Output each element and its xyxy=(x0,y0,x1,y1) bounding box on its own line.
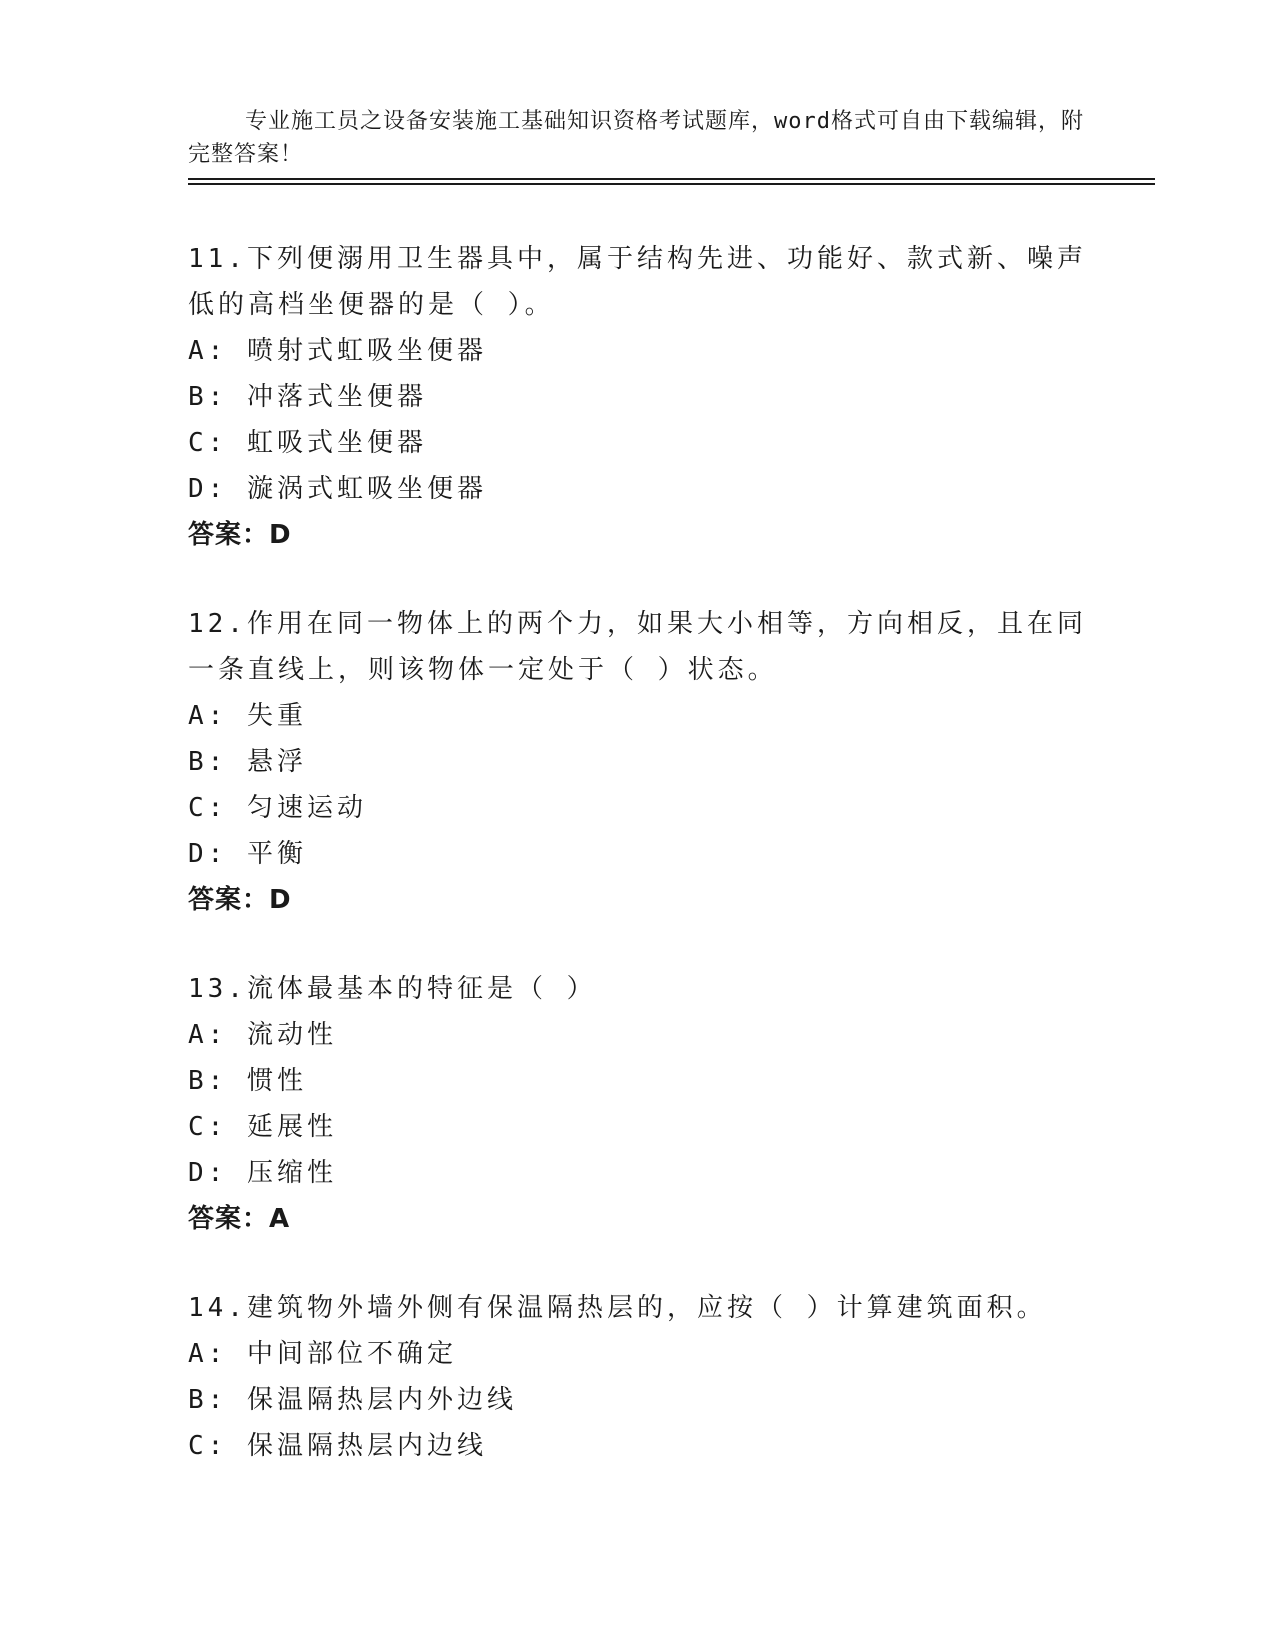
question-12 xyxy=(188,601,1088,923)
option-b: B: 冲落式坐便器 xyxy=(188,382,427,412)
answer-line: 答案：D xyxy=(188,885,292,915)
option-b: B: 惯性 xyxy=(188,1066,307,1096)
question-13 xyxy=(188,966,1088,1242)
option-b: B: 悬浮 xyxy=(188,747,307,777)
question-stem: 12.作用在同一物体上的两个力，如果大小相等，方向相反，且在同一条直线上，则该物体一定处于（ ）状态。 xyxy=(188,609,1087,685)
option-c: C: 保温隔热层内边线 xyxy=(188,1431,487,1461)
question-stem: 11.下列便溺用卫生器具中，属于结构先进、功能好、款式新、噪声低的高档坐便器的是（ ）。 xyxy=(188,244,1087,320)
header-divider-top xyxy=(188,178,1155,180)
question-stem: 14.建筑物外墙外侧有保温隔热层的，应按（ ）计算建筑面积。 xyxy=(188,1293,1047,1323)
option-c: C: 匀速运动 xyxy=(188,793,367,823)
option-b: B: 保温隔热层内外边线 xyxy=(188,1385,517,1415)
answer-line: 答案：A xyxy=(188,1204,291,1234)
option-a: A: 中间部位不确定 xyxy=(188,1339,457,1369)
option-d: D: 压缩性 xyxy=(188,1158,337,1188)
option-a: A: 喷射式虹吸坐便器 xyxy=(188,336,487,366)
header-divider-bottom xyxy=(188,183,1155,185)
header-text: 专业施工员之设备安装施工基础知识资格考试题库，word格式可自由下载编辑，附完整答案！ xyxy=(188,109,1084,167)
option-a: A: 流动性 xyxy=(188,1020,337,1050)
answer-line: 答案：D xyxy=(188,520,292,550)
question-14 xyxy=(188,1285,1088,1469)
option-d: D: 平衡 xyxy=(188,839,307,869)
option-c: C: 虹吸式坐便器 xyxy=(188,428,427,458)
question-stem: 13.流体最基本的特征是（ ） xyxy=(188,974,597,1004)
option-d: D: 漩涡式虹吸坐便器 xyxy=(188,474,487,504)
option-c: C: 延展性 xyxy=(188,1112,337,1142)
option-a: A: 失重 xyxy=(188,701,307,731)
question-11 xyxy=(188,236,1088,558)
